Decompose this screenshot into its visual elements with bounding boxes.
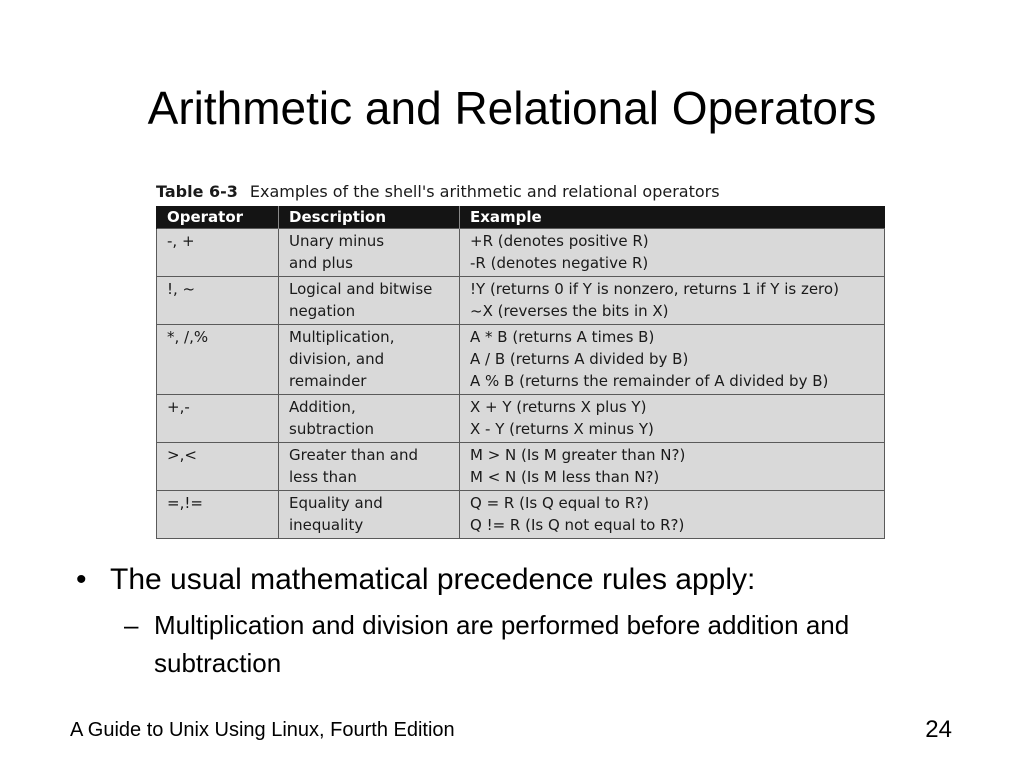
description-cell [279, 229, 460, 277]
operator-cell [157, 443, 279, 491]
description-line: inequality [289, 516, 364, 534]
operator-text: >,< [167, 446, 197, 464]
header-example: Example [460, 206, 885, 229]
table-caption [156, 180, 884, 206]
header-operator: Operator [157, 206, 279, 229]
description-line: division, and [289, 350, 385, 368]
description-line: Addition, [289, 398, 356, 416]
description-line: Greater than and [289, 446, 419, 464]
example-cell [460, 325, 885, 395]
example-line: X + Y (returns X plus Y) [470, 398, 647, 416]
operator-text: !, ~ [167, 280, 196, 298]
description-line: negation [289, 302, 356, 320]
sub-bullet-item [76, 606, 894, 682]
operator-cell [157, 277, 279, 325]
example-line: A * B (returns A times B) [470, 328, 655, 346]
description-line: and plus [289, 254, 353, 272]
bullet-list [76, 560, 976, 682]
table-header-row [157, 206, 885, 229]
table-row [157, 491, 885, 539]
description-cell [279, 395, 460, 443]
table-caption-text: Examples of the shell's arithmetic and relational operators [249, 182, 720, 201]
description-line: remainder [289, 372, 367, 390]
description-line: Unary minus [289, 232, 385, 250]
operator-text: =,!= [167, 494, 203, 512]
operators-table [156, 206, 885, 539]
sub-bullet-marker: – [124, 610, 139, 640]
operator-text: *, /,% [167, 328, 209, 346]
example-line: M > N (Is M greater than N?) [470, 446, 686, 464]
description-cell [279, 491, 460, 539]
example-line: Q != R (Is Q not equal to R?) [470, 516, 685, 534]
table-row [157, 229, 885, 277]
operator-text: +,- [167, 398, 190, 416]
description-cell [279, 277, 460, 325]
description-line: less than [289, 468, 357, 486]
description-line: Multiplication, [289, 328, 395, 346]
example-cell [460, 277, 885, 325]
example-cell [460, 443, 885, 491]
description-cell [279, 443, 460, 491]
header-description: Description [279, 206, 460, 229]
operator-cell [157, 395, 279, 443]
table-row [157, 325, 885, 395]
example-line: -R (denotes negative R) [470, 254, 649, 272]
example-cell [460, 395, 885, 443]
description-line: Logical and bitwise [289, 280, 433, 298]
example-line: A % B (returns the remainder of A divided by B) [470, 372, 829, 390]
table-row [157, 443, 885, 491]
example-cell [460, 491, 885, 539]
example-line: !Y (returns 0 if Y is nonzero, returns 1 if Y is zero) [470, 280, 839, 298]
example-line: A / B (returns A divided by B) [470, 350, 689, 368]
table-caption-number: Table 6-3 [156, 182, 238, 201]
page-number: 24 [925, 716, 952, 743]
bullet-text: The usual mathematical precedence rules apply: [110, 563, 756, 596]
operator-cell [157, 325, 279, 395]
footer-book-title: A Guide to Unix Using Linux, Fourth Edition [70, 719, 455, 741]
operator-text: -, + [167, 232, 195, 250]
description-line: subtraction [289, 420, 375, 438]
description-line: Equality and [289, 494, 383, 512]
example-cell [460, 229, 885, 277]
sub-bullet-text: Multiplication and division are performed before addition and subtraction [154, 610, 850, 678]
operator-cell [157, 229, 279, 277]
operator-cell [157, 491, 279, 539]
example-line: Q = R (Is Q equal to R?) [470, 494, 649, 512]
description-cell [279, 325, 460, 395]
example-line: M < N (Is M less than N?) [470, 468, 660, 486]
example-line: ~X (reverses the bits in X) [470, 302, 669, 320]
example-line: +R (denotes positive R) [470, 232, 649, 250]
bullet-item [76, 560, 976, 600]
operators-table-figure [156, 180, 884, 539]
table-row [157, 395, 885, 443]
table-row [157, 277, 885, 325]
bullet-marker: • [76, 563, 87, 596]
example-line: X - Y (returns X minus Y) [470, 420, 654, 438]
slide-title: Arithmetic and Relational Operators [147, 82, 877, 134]
